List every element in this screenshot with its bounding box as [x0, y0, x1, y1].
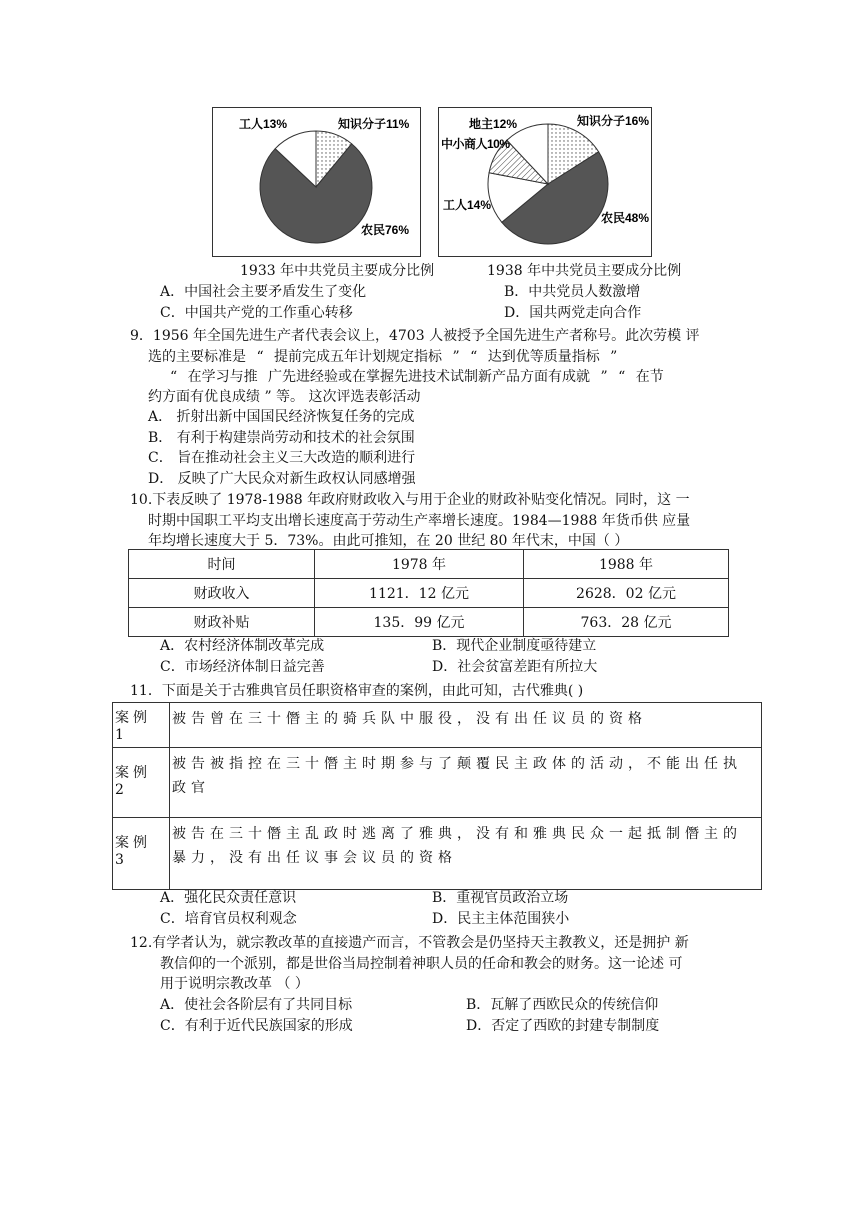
q10-option-c: C．市场经济体制日益完善 — [160, 659, 325, 675]
pie-chart-1933-caption: 1933 年中共党员主要成分比例 — [240, 263, 435, 279]
q11-option-d: D．民主主体范围狭小 — [432, 911, 570, 927]
q10-option-a: A．农村经济体制改革完成 — [160, 638, 325, 654]
q9-option-a: A． 折射出新中国国民经济恢复任务的完成 — [148, 409, 415, 425]
pie2-label-merchants: 中小商人10% — [441, 137, 510, 151]
q8-option-b: B．中共党员人数激增 — [504, 284, 641, 300]
q12-option-a: A．使社会各阶层有了共同目标 — [160, 997, 353, 1013]
finance-header-1978: 1978 年 — [315, 550, 524, 579]
pie1-label-workers: 工人13% — [239, 117, 288, 131]
table-row — [113, 748, 762, 818]
finance-header-1988: 1988 年 — [524, 550, 729, 579]
case-text: 被告被指控在三十僭主时期参与了颠覆民主政体的活动，不能出任执政官 — [170, 748, 762, 818]
q9-stem-line4: 约方面有优良成绩 ” 等。 这次评选表彰活动 — [148, 389, 421, 405]
q9-option-d: D． 反映了广大民众对新生政权认同感增强 — [148, 471, 416, 487]
q12-option-b: B．瓦解了西欧民众的传统信仰 — [466, 997, 659, 1013]
case-text: 被告曾在三十僭主的骑兵队中服役，没有出任议员的资格 — [170, 703, 762, 748]
q12-option-c: C．有利于近代民族国家的形成 — [160, 1018, 353, 1034]
q9-stem-line3: “ 在学习与推 广先进经验或在掌握先进技术试制新产品方面有成就 ” “ 在节 — [170, 369, 664, 385]
finance-cell: 财政收入 — [129, 579, 315, 608]
q10-stem-line3: 年均增长速度大于 5．73%。由此可推知，在 20 世纪 80 年代末，中国（ ） — [148, 533, 629, 549]
finance-cell: 1121．12 亿元 — [315, 579, 524, 608]
case-label: 案例 2 — [113, 748, 170, 818]
q9-stem-line2: 选的主要标准是 “ 提前完成五年计划规定指标 ” “ 达到优等质量指标 ” — [148, 349, 618, 365]
q8-option-a: A．中国社会主要矛盾发生了变化 — [160, 284, 367, 300]
q11-option-c: C．培育官员权利观念 — [160, 911, 297, 927]
finance-table-header-row — [129, 550, 729, 579]
pie-chart-1933-svg — [213, 108, 420, 256]
finance-cell: 财政补贴 — [129, 608, 315, 637]
q12-stem-line1: 12.有学者认为，就宗教改革的直接遗产而言，不管教会是仍坚持天主教教义，还是拥护 新 — [130, 935, 689, 951]
table-row — [129, 579, 729, 608]
pie2-label-workers: 工人14% — [443, 198, 492, 212]
pie-chart-1933 — [212, 107, 421, 257]
q10-stem-line1: 10.下表反映了 1978-1988 年政府财政收入与用于企业的财政补贴变化情况。同时，这 一 — [130, 492, 690, 508]
finance-table — [128, 549, 729, 637]
pie-chart-1938-caption: 1938 年中共党员主要成分比例 — [487, 263, 682, 279]
q8-option-d: D．国共两党走向合作 — [504, 305, 642, 321]
finance-cell: 135．99 亿元 — [315, 608, 524, 637]
q11-option-b: B．重视官员政治立场 — [432, 890, 569, 906]
q12-stem-line2: 教信仰的一个派别，都是世俗当局控制着神职人员的任命和教会的财务。这一论述 可 — [160, 956, 683, 972]
q10-stem-line2: 时期中国职工平均支出增长速度高于劳动生产率增长速度。1984—1988 年货币供 应量 — [148, 513, 691, 529]
pie1-label-peasants: 农民76% — [361, 223, 410, 237]
q9-option-b: B． 有利于构建崇尚劳动和技术的社会氛围 — [148, 430, 415, 446]
q10-option-b: B．现代企业制度亟待建立 — [432, 638, 597, 654]
case-label: 案例 3 — [113, 818, 170, 890]
table-row — [113, 818, 762, 890]
q12-stem-line3: 用于说明宗教改革 （ ） — [160, 976, 309, 992]
case-label: 案例 1 — [113, 703, 170, 748]
pie2-label-intellectuals: 知识分子16% — [577, 114, 650, 128]
case-text: 被告在三十僭主乱政时逃离了雅典，没有和雅典民众一起抵制僭主的暴力，没有出任议事会议员的资格 — [170, 818, 762, 890]
cases-table — [112, 702, 762, 890]
finance-header-time: 时间 — [129, 550, 315, 579]
q11-option-a: A．强化民众责任意识 — [160, 890, 297, 906]
pie2-label-landlords: 地主12% — [469, 117, 518, 131]
q12-option-d: D．否定了西欧的封建专制制度 — [466, 1018, 660, 1034]
table-row — [129, 608, 729, 637]
pie-chart-1938 — [438, 107, 652, 257]
q10-option-d: D．社会贫富差距有所拉大 — [432, 659, 598, 675]
pie2-label-peasants: 农民48% — [601, 211, 650, 225]
finance-cell: 2628．02 亿元 — [524, 579, 729, 608]
q9-stem-line1: 9．1956 年全国先进生产者代表会议上，4703 人被授予全国先进生产者称号。此次劳模 评 — [130, 328, 700, 344]
pie-chart-1938-svg — [439, 108, 651, 256]
q9-option-c: C． 旨在推动社会主义三大改造的顺利进行 — [148, 450, 416, 466]
table-row — [113, 703, 762, 748]
q8-option-c: C．中国共产党的工作重心转移 — [160, 305, 353, 321]
finance-cell: 763．28 亿元 — [524, 608, 729, 637]
q11-stem: 11．下面是关于古雅典官员任职资格审查的案例，由此可知，古代雅典( ) — [130, 683, 584, 699]
pie1-label-intellectuals: 知识分子11% — [338, 117, 410, 131]
